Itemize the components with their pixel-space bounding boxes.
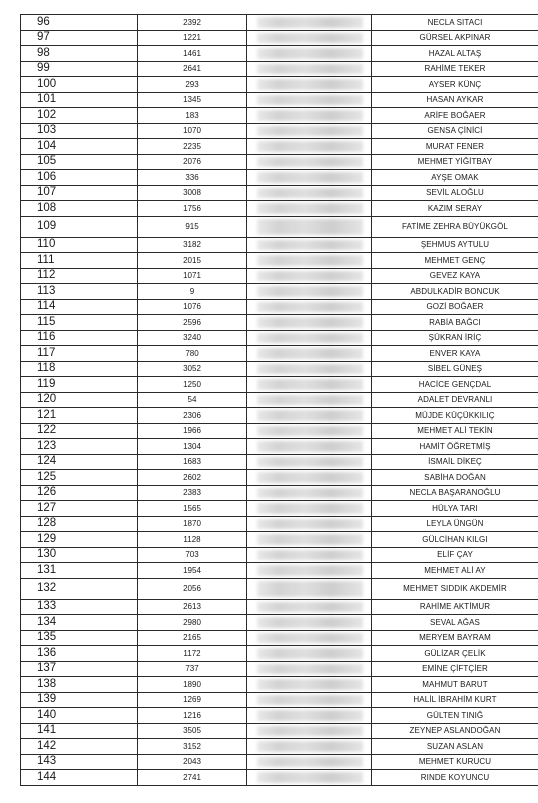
redaction-blur	[257, 534, 363, 545]
redacted-cell	[247, 677, 372, 693]
table-row	[21, 423, 538, 439]
row-name: HAMİT ÖĞRETMİŞ	[372, 439, 538, 455]
row-code: 1172	[138, 646, 247, 662]
redacted-cell	[247, 154, 372, 170]
row-name: HAZAL ALTAŞ	[372, 46, 538, 62]
row-code: 780	[138, 346, 247, 362]
redaction-blur	[257, 95, 363, 106]
row-name: MEHMET ALİ AY	[372, 563, 538, 579]
table-row	[21, 547, 538, 563]
row-number: 132	[21, 578, 138, 599]
redaction-blur	[257, 348, 363, 359]
redacted-cell	[247, 216, 372, 237]
row-code: 54	[138, 392, 247, 408]
row-name: ABDULKADİR BONCUK	[372, 284, 538, 300]
row-number: 118	[21, 361, 138, 377]
redacted-cell	[247, 708, 372, 724]
row-code: 1128	[138, 532, 247, 548]
row-name: MEHMET GENÇ	[372, 253, 538, 269]
row-name: LEYLA ÜNGÜN	[372, 516, 538, 532]
row-number: 141	[21, 723, 138, 739]
row-code: 3505	[138, 723, 247, 739]
row-number: 137	[21, 661, 138, 677]
row-code: 2015	[138, 253, 247, 269]
row-name: HASAN AYKAR	[372, 92, 538, 108]
redacted-cell	[247, 578, 372, 599]
table-row	[21, 739, 538, 755]
row-number: 119	[21, 377, 138, 393]
redaction-blur	[257, 333, 363, 344]
table-row	[21, 661, 538, 677]
redacted-cell	[247, 92, 372, 108]
redaction-blur	[257, 565, 363, 576]
row-number: 121	[21, 408, 138, 424]
table-row	[21, 237, 538, 253]
redacted-cell	[247, 516, 372, 532]
table-row	[21, 154, 538, 170]
table-row	[21, 330, 538, 346]
row-name: ŞEHMUS AYTULU	[372, 237, 538, 253]
redaction-blur	[257, 519, 363, 530]
redacted-cell	[247, 439, 372, 455]
row-name: RAHİME TEKER	[372, 61, 538, 77]
redacted-cell	[247, 754, 372, 770]
redacted-cell	[247, 692, 372, 708]
row-name: GÜLTEN TINIĞ	[372, 708, 538, 724]
redacted-cell	[247, 237, 372, 253]
redacted-cell	[247, 201, 372, 217]
row-number: 109	[21, 216, 138, 237]
redaction-blur	[257, 141, 363, 152]
redacted-cell	[247, 739, 372, 755]
row-number: 125	[21, 470, 138, 486]
row-name: GÜLİZAR ÇELİK	[372, 646, 538, 662]
redaction-blur	[257, 317, 363, 328]
redacted-cell	[247, 61, 372, 77]
row-name: MEHMET SIDDIK AKDEMİR	[372, 578, 538, 599]
row-name: GENSA ÇİNİCİ	[372, 123, 538, 139]
row-number: 133	[21, 599, 138, 615]
table-row	[21, 630, 538, 646]
row-code: 336	[138, 170, 247, 186]
table-row	[21, 139, 538, 155]
table-row	[21, 770, 538, 786]
redacted-cell	[247, 563, 372, 579]
row-name: EMİNE ÇİFTÇİER	[372, 661, 538, 677]
redaction-blur	[257, 679, 363, 690]
list-table	[20, 14, 538, 786]
row-code: 2306	[138, 408, 247, 424]
row-name: AYSER KÜNÇ	[372, 77, 538, 93]
redaction-blur	[257, 410, 363, 421]
row-name: ENVER KAYA	[372, 346, 538, 362]
row-code: 183	[138, 108, 247, 124]
row-name: GEVEZ KAYA	[372, 268, 538, 284]
redacted-cell	[247, 15, 372, 31]
row-code: 1345	[138, 92, 247, 108]
row-name: GÜLCİHAN KILGI	[372, 532, 538, 548]
table-row	[21, 170, 538, 186]
row-code: 3240	[138, 330, 247, 346]
row-number: 114	[21, 299, 138, 315]
row-name: ARİFE BOĞAER	[372, 108, 538, 124]
redaction-blur	[257, 188, 363, 199]
redaction-blur	[257, 617, 363, 628]
redaction-blur	[257, 203, 363, 214]
table-row	[21, 185, 538, 201]
row-name: MEHMET ALİ TEKİN	[372, 423, 538, 439]
row-code: 1216	[138, 708, 247, 724]
row-number: 120	[21, 392, 138, 408]
row-code: 2165	[138, 630, 247, 646]
row-code: 703	[138, 547, 247, 563]
row-number: 115	[21, 315, 138, 331]
redacted-cell	[247, 408, 372, 424]
row-number: 106	[21, 170, 138, 186]
redacted-cell	[247, 299, 372, 315]
row-code: 2383	[138, 485, 247, 501]
row-number: 97	[21, 30, 138, 46]
redacted-cell	[247, 30, 372, 46]
redacted-cell	[247, 330, 372, 346]
table-row	[21, 377, 538, 393]
table-row	[21, 677, 538, 693]
row-code: 737	[138, 661, 247, 677]
table-row	[21, 61, 538, 77]
row-code: 915	[138, 216, 247, 237]
row-code: 2596	[138, 315, 247, 331]
row-number: 144	[21, 770, 138, 786]
table-row	[21, 346, 538, 362]
row-name: GOZİ BOĞAER	[372, 299, 538, 315]
row-code: 1461	[138, 46, 247, 62]
table-row	[21, 646, 538, 662]
row-name: HÜLYA TARI	[372, 501, 538, 517]
table-row	[21, 299, 538, 315]
row-name: MURAT FENER	[372, 139, 538, 155]
row-number: 131	[21, 563, 138, 579]
redaction-blur	[257, 441, 363, 452]
redacted-cell	[247, 346, 372, 362]
table-row	[21, 408, 538, 424]
row-number: 98	[21, 46, 138, 62]
row-number: 126	[21, 485, 138, 501]
row-code: 1076	[138, 299, 247, 315]
redaction-blur	[257, 64, 363, 75]
redaction-blur	[257, 395, 363, 406]
redaction-blur	[257, 172, 363, 183]
row-name: ADALET DEVRANLI	[372, 392, 538, 408]
table-row	[21, 30, 538, 46]
redacted-cell	[247, 108, 372, 124]
row-code: 3152	[138, 739, 247, 755]
row-number: 127	[21, 501, 138, 517]
row-number: 136	[21, 646, 138, 662]
row-code: 1954	[138, 563, 247, 579]
row-code: 293	[138, 77, 247, 93]
table-row	[21, 516, 538, 532]
table-row	[21, 501, 538, 517]
table-row	[21, 532, 538, 548]
redacted-cell	[247, 139, 372, 155]
row-name: MÜJDE KÜÇÜKKILIÇ	[372, 408, 538, 424]
row-name: MEHMET YİĞİTBAY	[372, 154, 538, 170]
redaction-blur	[257, 255, 363, 266]
row-name: İSMAİL DİKEÇ	[372, 454, 538, 470]
row-code: 2235	[138, 139, 247, 155]
row-name: SEVAL AĞAS	[372, 615, 538, 631]
row-name: MEHMET KURUCU	[372, 754, 538, 770]
row-code: 9	[138, 284, 247, 300]
table-row	[21, 46, 538, 62]
redacted-cell	[247, 423, 372, 439]
row-number: 96	[21, 15, 138, 31]
row-name: SUZAN ASLAN	[372, 739, 538, 755]
row-name: RAHİME AKTİMUR	[372, 599, 538, 615]
row-code: 2980	[138, 615, 247, 631]
redaction-blur	[257, 364, 363, 375]
row-name: NECLA SITACI	[372, 15, 538, 31]
row-name: MAHMUT BARUT	[372, 677, 538, 693]
row-code: 1070	[138, 123, 247, 139]
row-name: ŞÜKRAN İRİÇ	[372, 330, 538, 346]
row-number: 128	[21, 516, 138, 532]
redacted-cell	[247, 46, 372, 62]
table-row	[21, 15, 538, 31]
row-name: HALİL İBRAHİM KURT	[372, 692, 538, 708]
row-number: 113	[21, 284, 138, 300]
redaction-blur	[257, 126, 363, 137]
table-row	[21, 123, 538, 139]
row-number: 104	[21, 139, 138, 155]
table-row	[21, 708, 538, 724]
row-number: 101	[21, 92, 138, 108]
row-name: ELİF ÇAY	[372, 547, 538, 563]
table-row	[21, 615, 538, 631]
row-code: 2043	[138, 754, 247, 770]
table-row	[21, 77, 538, 93]
table-row	[21, 692, 538, 708]
row-name: RINDE KOYUNCU	[372, 770, 538, 786]
redacted-cell	[247, 361, 372, 377]
row-code: 2613	[138, 599, 247, 615]
redaction-blur	[257, 648, 363, 659]
table-row	[21, 284, 538, 300]
row-number: 123	[21, 439, 138, 455]
row-code: 1071	[138, 268, 247, 284]
row-number: 134	[21, 615, 138, 631]
row-code: 1250	[138, 377, 247, 393]
redacted-cell	[247, 723, 372, 739]
table-row	[21, 578, 538, 599]
table-row	[21, 216, 538, 237]
redacted-cell	[247, 532, 372, 548]
row-number: 138	[21, 677, 138, 693]
table-row	[21, 723, 538, 739]
row-number: 116	[21, 330, 138, 346]
redaction-blur	[257, 581, 363, 597]
row-number: 100	[21, 77, 138, 93]
redaction-blur	[257, 302, 363, 313]
table-row	[21, 470, 538, 486]
redacted-cell	[247, 661, 372, 677]
redacted-cell	[247, 392, 372, 408]
redacted-cell	[247, 268, 372, 284]
redacted-cell	[247, 315, 372, 331]
redacted-cell	[247, 185, 372, 201]
redaction-blur	[257, 17, 363, 28]
row-code: 1756	[138, 201, 247, 217]
table-row	[21, 201, 538, 217]
row-code: 1683	[138, 454, 247, 470]
row-code: 1870	[138, 516, 247, 532]
row-name: SABİHA DOĞAN	[372, 470, 538, 486]
redacted-cell	[247, 284, 372, 300]
redacted-cell	[247, 547, 372, 563]
redacted-cell	[247, 454, 372, 470]
redacted-cell	[247, 599, 372, 615]
row-number: 105	[21, 154, 138, 170]
row-number: 143	[21, 754, 138, 770]
redaction-blur	[257, 664, 363, 675]
table-row	[21, 361, 538, 377]
redacted-cell	[247, 77, 372, 93]
table-row	[21, 315, 538, 331]
table-row	[21, 253, 538, 269]
row-code: 1269	[138, 692, 247, 708]
redaction-blur	[257, 757, 363, 768]
redacted-cell	[247, 646, 372, 662]
row-number: 110	[21, 237, 138, 253]
table-row	[21, 754, 538, 770]
redacted-cell	[247, 470, 372, 486]
redaction-blur	[257, 472, 363, 483]
redaction-blur	[257, 550, 363, 561]
row-name: AYŞE OMAK	[372, 170, 538, 186]
row-number: 108	[21, 201, 138, 217]
row-number: 117	[21, 346, 138, 362]
redaction-blur	[257, 772, 363, 783]
table-row	[21, 108, 538, 124]
redaction-blur	[257, 240, 363, 251]
row-name: FATİME ZEHRA BÜYÜKGÖL	[372, 216, 538, 237]
row-name: HACİCE GENÇDAL	[372, 377, 538, 393]
row-number: 111	[21, 253, 138, 269]
table-row	[21, 392, 538, 408]
redacted-cell	[247, 123, 372, 139]
redaction-blur	[257, 726, 363, 737]
redacted-cell	[247, 485, 372, 501]
table-row	[21, 599, 538, 615]
redacted-cell	[247, 770, 372, 786]
redaction-blur	[257, 695, 363, 706]
row-code: 1966	[138, 423, 247, 439]
row-number: 107	[21, 185, 138, 201]
row-number: 129	[21, 532, 138, 548]
row-name: ZEYNEP ASLANDOĞAN	[372, 723, 538, 739]
row-number: 142	[21, 739, 138, 755]
list-table-body	[21, 15, 538, 786]
row-number: 140	[21, 708, 138, 724]
redaction-blur	[257, 271, 363, 282]
row-code: 2056	[138, 578, 247, 599]
redaction-blur	[257, 710, 363, 721]
row-number: 139	[21, 692, 138, 708]
redaction-blur	[257, 157, 363, 168]
redacted-cell	[247, 377, 372, 393]
row-number: 130	[21, 547, 138, 563]
table-row	[21, 485, 538, 501]
table-row	[21, 92, 538, 108]
table-row	[21, 454, 538, 470]
row-number: 102	[21, 108, 138, 124]
redacted-cell	[247, 253, 372, 269]
redacted-cell	[247, 501, 372, 517]
row-code: 3052	[138, 361, 247, 377]
redaction-blur	[257, 219, 363, 235]
redaction-blur	[257, 633, 363, 644]
row-name: RABİA BAĞCI	[372, 315, 538, 331]
redacted-cell	[247, 630, 372, 646]
row-name: KAZIM SERAY	[372, 201, 538, 217]
table-row	[21, 439, 538, 455]
redaction-blur	[257, 379, 363, 390]
row-code: 1890	[138, 677, 247, 693]
row-code: 3008	[138, 185, 247, 201]
row-name: SİBEL GÜNEŞ	[372, 361, 538, 377]
redacted-cell	[247, 170, 372, 186]
row-number: 122	[21, 423, 138, 439]
redaction-blur	[257, 741, 363, 752]
redaction-blur	[257, 503, 363, 514]
row-code: 2392	[138, 15, 247, 31]
redaction-blur	[257, 110, 363, 121]
redaction-blur	[257, 79, 363, 90]
row-number: 124	[21, 454, 138, 470]
table-row	[21, 268, 538, 284]
redaction-blur	[257, 48, 363, 59]
row-name: GÜRSEL AKPINAR	[372, 30, 538, 46]
row-name: NECLA BAŞARANOĞLU	[372, 485, 538, 501]
table-row	[21, 563, 538, 579]
redaction-blur	[257, 426, 363, 437]
row-code: 1304	[138, 439, 247, 455]
row-code: 2741	[138, 770, 247, 786]
row-number: 112	[21, 268, 138, 284]
row-number: 103	[21, 123, 138, 139]
row-name: MERYEM BAYRAM	[372, 630, 538, 646]
row-name: SEVİL ALOĞLU	[372, 185, 538, 201]
redaction-blur	[257, 286, 363, 297]
row-code: 3182	[138, 237, 247, 253]
redaction-blur	[257, 602, 363, 613]
row-code: 1221	[138, 30, 247, 46]
row-number: 99	[21, 61, 138, 77]
row-number: 135	[21, 630, 138, 646]
redacted-cell	[247, 615, 372, 631]
redaction-blur	[257, 457, 363, 468]
row-code: 2076	[138, 154, 247, 170]
row-code: 2641	[138, 61, 247, 77]
redaction-blur	[257, 33, 363, 44]
redaction-blur	[257, 488, 363, 499]
row-code: 2602	[138, 470, 247, 486]
row-code: 1565	[138, 501, 247, 517]
